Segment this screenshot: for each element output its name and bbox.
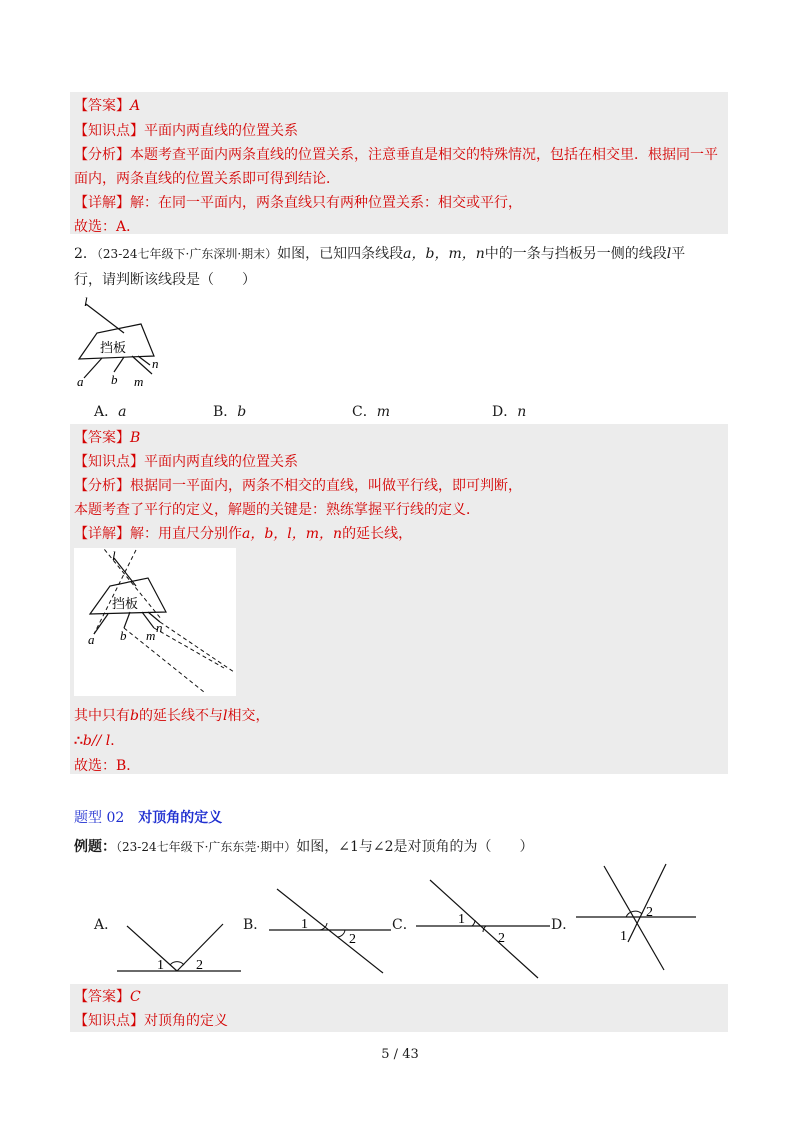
choice-b[interactable]: B．b [213,404,247,420]
option-a-figure [115,920,243,976]
angle-label-2: 2 [646,905,653,920]
extension-n [160,622,234,672]
board-label: 挡板 [100,340,127,355]
choice-c[interactable]: C．m [352,404,390,420]
conclusion-line-1: 故选：A． [74,219,141,235]
extension-b [124,628,204,692]
knowledge-line-2: 【知识点】平面内两直线的位置关系 [74,454,298,470]
left-ray [127,926,177,971]
example-question: 例题：（23-24七年级下·广东东莞·期中）如图，∠1与∠2是对顶角的为（ ） [74,839,534,855]
label-m: m [134,374,144,389]
option-d-figure [574,862,700,974]
option-d-letter[interactable]: D． [551,917,577,933]
knowledge-line-3: 【知识点】对顶角的定义 [74,1013,228,1029]
segment-b [114,357,124,372]
angle-label-2: 2 [349,932,356,947]
page-number: 5 / 43 [381,1047,419,1062]
segment-a [94,614,108,634]
label-l: l [112,548,116,563]
angle-label-1: 1 [458,912,465,927]
question-2-line-1: 2．（23-24七年级下·广东深圳·期末）如图，已知四条线段a，b，m，n中的一条与挡板另一侧的线段l平 [74,246,686,262]
line-2 [628,864,666,942]
segment-b [124,612,130,628]
label-a: a [77,374,84,389]
angle-arc-2 [337,930,345,937]
type-heading: 题型 02 对顶角的定义 [74,810,223,826]
label-l: l [84,294,88,309]
extension-figure [74,548,236,696]
angle-arc [626,911,642,917]
option-c-figure [414,878,554,982]
label-n: n [156,620,163,635]
analysis-line-2: 【分析】根据同一平面内，两条不相交的直线，叫做平行线，即可判断， [74,478,522,494]
option-a-letter[interactable]: A． [94,917,119,933]
baffle-figure [74,294,174,390]
analysis-line-1b: 面内，两条直线的位置关系即可得到结论． [74,171,340,187]
extension-m [154,628,224,668]
answer-line-1: 【答案】A [74,98,141,114]
analysis-line-2b: 本题考查了平行的定义，解题的关键是：熟练掌握平行线的定义． [74,502,480,518]
segment-m [142,612,154,628]
angle-arc-1 [472,920,475,926]
line-1 [604,866,664,970]
label-m: m [146,628,156,643]
segment-a [84,358,102,378]
option-b-figure [267,885,393,977]
angle-label-1: 1 [620,929,627,944]
angle-label-1: 1 [157,958,164,973]
angle-arc [170,962,184,965]
angle-label-1: 1 [301,917,308,932]
choice-a[interactable]: A．a [94,404,127,420]
conclusion-line-2: 故选：B． [74,758,141,774]
board-label: 挡板 [112,596,139,611]
option-c-letter[interactable]: C． [392,917,417,933]
question-2-line-2: 行，请判断该线段是（ ） [74,272,256,288]
analysis-line-1: 【分析】本题考查平面内两条直线的位置关系，注意垂直是相交的特殊情况，包括在相交里．根据同一平 [74,147,718,163]
detail-line-1: 【详解】解：在同一平面内，两条直线只有两种位置关系：相交或平行， [74,195,522,211]
transversal-line [277,889,383,973]
angle-arc-1 [319,923,327,930]
angle-label-2: 2 [498,931,505,946]
label-a: a [88,632,95,647]
choice-d[interactable]: D．n [492,404,527,420]
label-b: b [120,628,127,643]
result-line-2: 其中只有b的延长线不与l相交， [74,708,270,724]
answer-line-3: 【答案】C [74,989,141,1005]
label-n: n [152,356,159,371]
therefore-line-2: ∴b// l． [74,733,125,749]
answer-line-2: 【答案】B [74,430,141,446]
detail-line-2: 【详解】解：用直尺分别作a，b，l，m，n的延长线， [74,526,413,542]
option-b-letter[interactable]: B． [243,917,268,933]
knowledge-line-1: 【知识点】平面内两直线的位置关系 [74,123,298,139]
angle-label-2: 2 [196,958,203,973]
label-b: b [111,372,118,387]
